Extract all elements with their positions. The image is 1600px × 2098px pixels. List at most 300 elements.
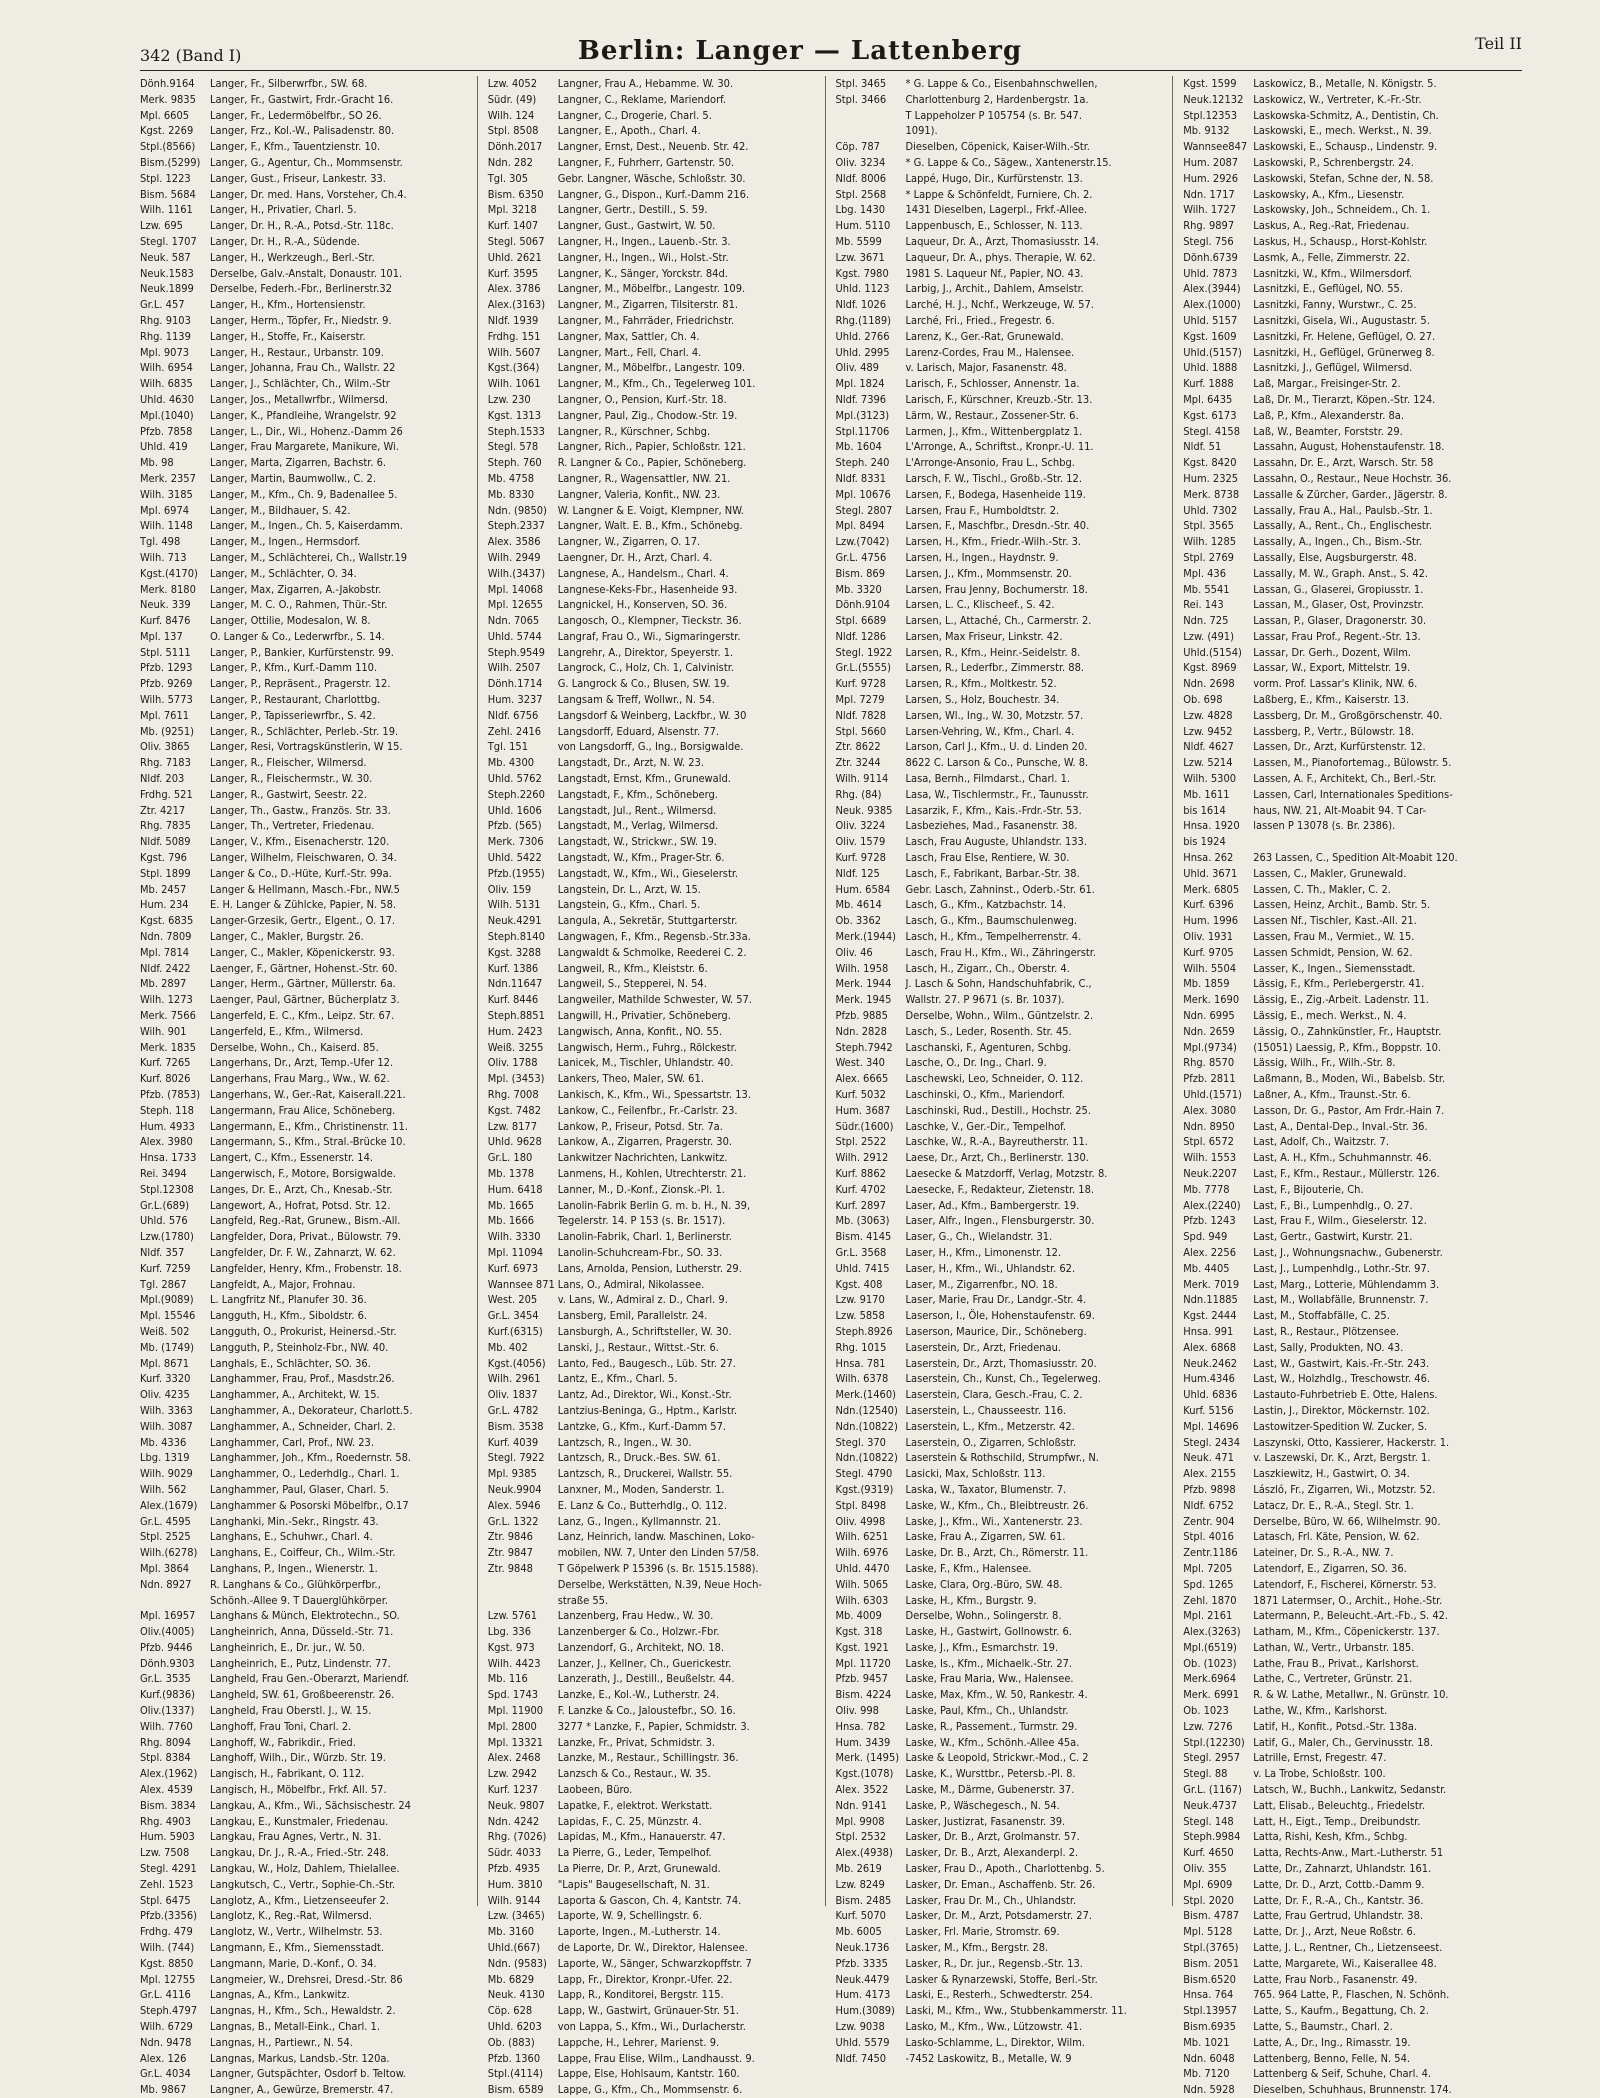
phone-exchange: Kurf. 8026 <box>140 1072 191 1086</box>
entry-text: Langer, Max, Zigarren, A.-Jakobstr. <box>210 582 382 596</box>
entry-text: Langer, R., Fleischer, Wilmersd. <box>210 756 367 770</box>
entry-text: Lassally, M. W., Graph. Anst., S. 42. <box>1253 566 1429 580</box>
phone-exchange: Wannsee 871 <box>487 1277 555 1291</box>
directory-entry <box>140 455 474 471</box>
directory-entry <box>140 487 474 503</box>
directory-entry <box>140 439 474 455</box>
phone-exchange: Kurf. 1386 <box>487 961 539 975</box>
entry-text: Langer, R., Fleischermstr., W. 30. <box>210 772 373 786</box>
entry-text: Larisch, F., Kürschner, Kreuzb.-Str. 13. <box>905 392 1093 406</box>
directory-entry <box>140 1450 474 1466</box>
directory-entry <box>1183 1608 1517 1624</box>
phone-exchange: Steph.8926 <box>835 1324 893 1338</box>
directory-entry <box>488 297 822 313</box>
entry-text: Langhans, E., Coiffeur, Ch., Wilm.-Str. <box>210 1546 396 1560</box>
directory-entry <box>488 313 822 329</box>
entry-text: J. Lasch & Sohn, Handschuhfabrik, C., <box>905 977 1092 991</box>
phone-exchange: Kgst. 1599 <box>1183 77 1237 90</box>
directory-entry <box>836 1719 1170 1735</box>
entry-text: Langhammer, Carl, Prof., NW. 23. <box>210 1435 374 1449</box>
entry-text: Langert, C., Kfm., Essenerstr. 14. <box>210 1151 374 1165</box>
entry-text: v. Lans, W., Admiral z. D., Charl. 9. <box>557 1293 728 1307</box>
entry-text: Laengner, Dr. H., Arzt, Charl. 4. <box>557 550 713 564</box>
phone-exchange: Mpl. 6974 <box>140 503 190 517</box>
directory-entry <box>488 660 822 676</box>
entry-text: Langhans, E., Schuhwr., Charl. 4. <box>210 1530 373 1544</box>
directory-entry <box>140 1403 474 1419</box>
entry-text: Lasnitzki, E., Geflügel, NO. 55. <box>1253 282 1403 296</box>
phone-exchange: Ndn. 7809 <box>140 930 192 944</box>
entry-text: Langer, Dr. H., R.-A., Potsd.-Str. 118c. <box>210 219 394 233</box>
phone-exchange: Stpl.13957 <box>1183 2004 1238 2018</box>
entry-text: Larmen, J., Kfm., Wittenbergplatz 1. <box>905 424 1083 438</box>
entry-text: Derselbe, Wohn., Wilm., Güntzelstr. 2. <box>905 1009 1094 1023</box>
entry-text: Latham, M., Kfm., Cöpenickerstr. 137. <box>1253 1625 1440 1639</box>
phone-exchange: Neuk. 339 <box>140 598 191 612</box>
entry-text: Langhoff, Frau Toni, Charl. 2. <box>210 1719 352 1733</box>
directory-entry <box>140 1861 474 1877</box>
entry-text: Langhans, P., Ingen., Wienerstr. 1. <box>210 1561 378 1575</box>
directory-entry <box>140 1371 474 1387</box>
phone-exchange: Pfzb. 7858 <box>140 424 193 438</box>
phone-exchange: Stegl. 4790 <box>835 1467 893 1481</box>
phone-exchange: Stegl. 148 <box>1183 1814 1234 1828</box>
phone-exchange: Steph.7942 <box>835 1040 893 1054</box>
directory-entry <box>488 1561 822 1577</box>
directory-entry <box>488 1735 822 1751</box>
phone-exchange: Kurf. 3595 <box>487 266 539 280</box>
directory-entry <box>836 676 1170 692</box>
phone-exchange: Ob. 3362 <box>835 914 882 928</box>
directory-entry <box>836 582 1170 598</box>
directory-entry <box>140 1956 474 1972</box>
directory-entry <box>836 629 1170 645</box>
phone-exchange: Hum. 3810 <box>487 1877 543 1891</box>
entry-text: Langer, Marta, Zigarren, Bachstr. 6. <box>210 456 387 470</box>
phone-exchange: Ndn. 2828 <box>835 1024 887 1038</box>
entry-text: Langer, H., Restaur., Urbanstr. 109. <box>210 345 384 359</box>
phone-exchange: Uhld. 5762 <box>487 772 542 786</box>
directory-entry <box>140 1308 474 1324</box>
directory-entry <box>836 1182 1170 1198</box>
phone-exchange: Spd. 1265 <box>1183 1577 1234 1591</box>
directory-entry <box>836 218 1170 234</box>
entry-text: 765. 964 Latte, P., Flaschen, N. Schönh. <box>1253 1988 1450 2002</box>
phone-exchange: Wilh. 5131 <box>487 898 541 912</box>
directory-entry <box>836 1229 1170 1245</box>
phone-exchange: Bism. 3538 <box>487 1419 544 1433</box>
phone-exchange: Merk. 2357 <box>140 471 196 485</box>
entry-text: Latacz, Dr. E., R.-A., Stegl. Str. 1. <box>1253 1498 1414 1512</box>
directory-entry <box>488 882 822 898</box>
entry-text: Lasnitzki, J., Geflügel, Wilmersd. <box>1253 361 1413 375</box>
directory-column-4 <box>1183 76 1520 2097</box>
phone-exchange: Bism. 6350 <box>487 187 544 201</box>
directory-entry <box>1183 1087 1517 1103</box>
entry-text: Laschanski, F., Agenturen, Schbg. <box>905 1040 1072 1054</box>
entry-text: Langer, M., Schlächterei, Ch., Wallstr.19 <box>210 550 408 564</box>
directory-entry <box>1183 1371 1517 1387</box>
phone-exchange: Kurf.(6315) <box>487 1324 543 1338</box>
phone-exchange: Kurf. 3320 <box>140 1372 191 1386</box>
phone-exchange: Steph. 240 <box>835 456 890 470</box>
entry-text: Langerfeld, E., Kfm., Wilmersd. <box>210 1024 364 1038</box>
phone-exchange: Mb. (3063) <box>835 1214 890 1228</box>
directory-entry <box>140 818 474 834</box>
entry-text: Langer, Dr. med. Hans, Vorsteher, Ch.4. <box>210 187 407 201</box>
directory-entry <box>140 1419 474 1435</box>
phone-exchange: Stpl.12308 <box>140 1182 194 1196</box>
phone-exchange: Oliv. 998 <box>835 1704 879 1718</box>
entry-text: Langkau, Frau Agnes, Vertr., N. 31. <box>210 1830 382 1844</box>
directory-entry <box>836 2051 1170 2067</box>
phone-exchange: Bism. 4145 <box>835 1230 892 1244</box>
entry-text: Last, J., Lumpenhdlg., Lothr.-Str. 97. <box>1253 1261 1430 1275</box>
entry-text: Lassahn, O., Restaur., Neue Hochstr. 36. <box>1253 471 1452 485</box>
phone-exchange: Alex. 126 <box>140 2051 187 2065</box>
directory-entry <box>140 1229 474 1245</box>
entry-text: Lasker, Dr. B., Arzt, Alexanderpl. 2. <box>905 1846 1079 1860</box>
phone-exchange: Steph. 760 <box>487 456 542 470</box>
entry-text: Langnickel, H., Konserven, SO. 36. <box>557 598 728 612</box>
entry-text: Lassally, Frau A., Hal., Paulsb.-Str. 1. <box>1253 503 1433 517</box>
directory-entry <box>140 992 474 1008</box>
entry-text: Langlotz, A., Kfm., Lietzenseeufer 2. <box>210 1893 389 1907</box>
phone-exchange: Nldf. 7396 <box>835 392 887 406</box>
entry-text: Latte, Frau Norb., Fasanenstr. 49. <box>1253 1972 1418 1986</box>
entry-text: Langer, Resi, Vortragskünstlerin, W 15. <box>210 740 403 754</box>
phone-exchange: Mpl. 9073 <box>140 345 190 359</box>
directory-entry <box>1183 1292 1517 1308</box>
phone-exchange: Alex. 3980 <box>140 1135 193 1149</box>
directory-entry <box>1183 945 1517 961</box>
phone-exchange: Pfzb. 1293 <box>140 661 193 675</box>
directory-entry <box>140 945 474 961</box>
directory-entry <box>1183 1656 1517 1672</box>
entry-text: Lassally, A., Rent., Ch., Englischestr. <box>1253 519 1433 533</box>
directory-entry <box>140 708 474 724</box>
phone-exchange: Steph.2260 <box>487 787 545 801</box>
directory-entry <box>1183 1529 1517 1545</box>
phone-exchange: Hum. 2087 <box>1183 155 1239 169</box>
phone-exchange: Kgst. 796 <box>140 851 187 865</box>
entry-text: Laschke, V., Ger.-Dir., Tempelhof. <box>905 1119 1066 1133</box>
phone-exchange: Nldf. 2422 <box>140 961 191 975</box>
entry-text: Langnese, A., Handelsm., Charl. 4. <box>557 566 729 580</box>
directory-entry <box>140 1498 474 1514</box>
phone-exchange: Ndn. 6995 <box>1183 1009 1235 1023</box>
entry-text: Last, W., Gastwirt, Kais.-Fr.-Str. 243. <box>1253 1356 1430 1370</box>
entry-text: -7452 Laskowitz, B., Metalle, W. 9 <box>905 2051 1072 2065</box>
directory-entry <box>140 629 474 645</box>
entry-text: Lassan, M., Glaser, Ost, Provinzstr. <box>1253 598 1424 612</box>
phone-exchange: Merk.(1944) <box>835 930 896 944</box>
phone-exchange: Wilh. 5773 <box>140 693 193 707</box>
phone-exchange: Wilh. (744) <box>140 1941 195 1955</box>
entry-text: Laschke, W., R.-A., Bayreutherstr. 11. <box>905 1135 1088 1149</box>
entry-text: Langner, R., Wagensattler, NW. 21. <box>557 471 731 485</box>
directory-entry <box>488 945 822 961</box>
entry-text: Langermann, Frau Alice, Schöneberg. <box>210 1103 396 1117</box>
phone-exchange: Alex.(1679) <box>140 1498 198 1512</box>
entry-text: de Laporte, Dr. W., Direktor, Halensee. <box>557 1941 748 1955</box>
phone-exchange: Spd. 1743 <box>487 1688 539 1702</box>
phone-exchange: Gr.L. 457 <box>140 298 185 312</box>
phone-exchange: Lzw. 7508 <box>140 1846 190 1860</box>
entry-text: Laporta & Gascon, Ch. 4, Kantstr. 74. <box>557 1893 742 1907</box>
entry-text: Last, M., Stoffabfälle, C. 25. <box>1253 1309 1390 1323</box>
phone-exchange: Mb. 9132 <box>1183 124 1230 138</box>
entry-text: Laske, Is., Kfm., Michaelk.-Str. 27. <box>905 1656 1073 1670</box>
directory-entry <box>488 1545 822 1561</box>
phone-exchange: Kgst. 6835 <box>140 914 194 928</box>
directory-entry <box>140 1150 474 1166</box>
directory-entry <box>488 92 822 108</box>
directory-entry <box>836 345 1170 361</box>
entry-text: Lankow, P., Friseur, Potsd. Str. 7a. <box>557 1119 723 1133</box>
entry-text: Gebr. Langner, Wäsche, Schloßstr. 30. <box>557 171 746 185</box>
phone-exchange: Merk. 8738 <box>1183 487 1240 501</box>
phone-exchange: Mb. 402 <box>487 1340 528 1354</box>
directory-entry <box>1183 1435 1517 1451</box>
directory-entry <box>140 1593 474 1609</box>
entry-text: Langweil, R., Kfm., Kleiststr. 6. <box>557 961 708 975</box>
phone-exchange: Bism. 869 <box>835 566 886 580</box>
phone-exchange: Alex.(2240) <box>1183 1198 1241 1212</box>
entry-text: * G. Lappe & Co., Eisenbahnschwellen, <box>905 77 1098 90</box>
entry-text: Laskus, H., Schausp., Horst-Kohlstr. <box>1253 234 1428 248</box>
phone-exchange: Hnsa. 1920 <box>1183 819 1240 833</box>
phone-exchange: Mpl.(9089) <box>140 1293 194 1307</box>
directory-entry <box>1183 2066 1517 2082</box>
directory-entry <box>836 1656 1170 1672</box>
phone-exchange: Kgst. 8420 <box>1183 456 1237 470</box>
phone-exchange: Mpl. 1824 <box>835 377 885 391</box>
phone-exchange: Hnsa. 782 <box>835 1719 886 1733</box>
entry-text: Langer, P., Bankier, Kurfürstenstr. 99. <box>210 645 394 659</box>
entry-text: Langkau, E., Kunstmaler, Friedenau. <box>210 1814 389 1828</box>
phone-exchange: Mb. 1859 <box>1183 977 1230 991</box>
directory-entry <box>836 1814 1170 1830</box>
directory-entry <box>1183 108 1517 124</box>
phone-exchange: Bism. 2051 <box>1183 1956 1240 1970</box>
directory-entry <box>140 155 474 171</box>
directory-entry <box>488 1119 822 1135</box>
phone-exchange: Pfzb. (7853) <box>140 1088 201 1101</box>
entry-text: Lattenberg, Benno, Felle, N. 54. <box>1253 2051 1410 2065</box>
phone-exchange: Steph.9549 <box>487 645 545 659</box>
entry-text: Laskowski, E., mech. Werkst., N. 39. <box>1253 124 1432 138</box>
phone-exchange: Merk. 1944 <box>835 977 892 991</box>
directory-entry <box>140 1340 474 1356</box>
directory-entry <box>488 1766 822 1782</box>
phone-exchange: Stegl. 1922 <box>835 645 893 659</box>
phone-exchange: Mb. 7778 <box>1183 1182 1230 1196</box>
entry-text: Langguth, H., Kfm., Siboldstr. 6. <box>210 1309 368 1323</box>
entry-text: Laqueur, Dr. A., Arzt, Thomasiusstr. 14. <box>905 234 1100 248</box>
entry-text: Laser, M., Zigarrenfbr., NO. 18. <box>905 1277 1058 1291</box>
directory-entry <box>488 1924 822 1940</box>
directory-entry <box>1183 1972 1517 1988</box>
entry-text: Langner, Gertr., Destill., S. 59. <box>557 203 708 217</box>
phone-exchange: Lzw. 7276 <box>1183 1719 1233 1733</box>
directory-entry <box>1183 503 1517 519</box>
directory-entry <box>488 234 822 250</box>
entry-text: Langer, M., Ingen., Hermsdorf. <box>210 535 361 549</box>
entry-text: Latrille, Ernst, Fregestr. 47. <box>1253 1751 1387 1765</box>
directory-entry <box>1183 645 1517 661</box>
phone-exchange: Mb. 3160 <box>487 1925 535 1939</box>
directory-entry <box>1183 281 1517 297</box>
directory-entry <box>488 1703 822 1719</box>
directory-entry <box>488 1498 822 1514</box>
entry-text: Lasch, H., Kfm., Tempelherrenstr. 4. <box>905 930 1082 944</box>
directory-entry <box>140 2019 474 2035</box>
entry-text: Laszkiewitz, H., Gastwirt, O. 34. <box>1253 1467 1410 1481</box>
directory-entry <box>488 424 822 440</box>
phone-exchange: Steph. 118 <box>140 1103 194 1117</box>
phone-exchange: Mb. 4009 <box>835 1609 882 1623</box>
phone-exchange: Nldf. 51 <box>1183 440 1222 454</box>
directory-entry <box>488 1719 822 1735</box>
entry-text: Langheld, SW. 61, Großbeerenstr. 26. <box>210 1688 395 1702</box>
directory-entry <box>836 1577 1170 1593</box>
entry-text: Laske & Leopold, Strickwr.-Mod., C. 2 <box>905 1751 1089 1765</box>
directory-column-3 <box>835 76 1174 2065</box>
entry-text: Larsen, R., Lederfbr., Zimmerstr. 88. <box>905 661 1085 675</box>
phone-exchange: Mb. 2897 <box>140 977 187 991</box>
directory-entry <box>140 1198 474 1214</box>
entry-text: Lasser, K., Ingen., Siemensstadt. <box>1253 961 1416 975</box>
phone-exchange: Merk. (1495) <box>835 1751 900 1765</box>
directory-entry <box>1183 424 1517 440</box>
directory-entry <box>1183 1545 1517 1561</box>
directory-entry <box>836 1087 1170 1103</box>
directory-entry <box>140 1435 474 1451</box>
directory-entry <box>1183 1134 1517 1150</box>
entry-text: Laserstein, Clara, Gesch.-Frau, C. 2. <box>905 1388 1083 1402</box>
directory-entry <box>140 1893 474 1909</box>
directory-entry <box>488 1055 822 1071</box>
phone-exchange: Oliv. 4235 <box>140 1388 190 1402</box>
entry-text: Laschinski, O., Kfm., Mariendorf. <box>905 1088 1065 1101</box>
directory-entry <box>488 503 822 519</box>
phone-exchange: Ndn. 2659 <box>1183 1024 1235 1038</box>
header-rule <box>140 70 1522 71</box>
entry-text: Latte, Dr., Zahnarzt, Uhlandstr. 161. <box>1253 1862 1432 1876</box>
phone-exchange: Oliv.(1337) <box>140 1704 195 1718</box>
directory-entry <box>1183 455 1517 471</box>
entry-text: Lanzenberg, Frau Hedw., W. 30. <box>557 1609 714 1623</box>
phone-exchange: Neuk.4291 <box>487 914 542 928</box>
directory-entry <box>140 297 474 313</box>
entry-text: Laschinski, Rud., Destill., Hochstr. 25. <box>905 1103 1091 1117</box>
phone-exchange: Stpl. 2522 <box>835 1135 887 1149</box>
directory-entry <box>488 1324 822 1340</box>
entry-text: Lasker, Dr. Eman., Aschaffenb. Str. 26. <box>905 1877 1096 1891</box>
phone-exchange: Kurf. 5032 <box>835 1088 886 1101</box>
directory-entry <box>140 92 474 108</box>
entry-text: Lappé, Hugo, Dir., Kurfürstenstr. 13. <box>905 171 1083 185</box>
entry-text: Lasarzik, F., Kfm., Kais.-Frdr.-Str. 53. <box>905 803 1082 817</box>
phone-exchange: Neuk.2462 <box>1183 1356 1238 1370</box>
directory-entry <box>836 1134 1170 1150</box>
directory-entry <box>140 724 474 740</box>
directory-entry <box>1183 771 1517 787</box>
directory-entry <box>836 1245 1170 1261</box>
directory-entry <box>140 503 474 519</box>
phone-exchange: Rhg. 9897 <box>1183 219 1235 233</box>
directory-entry <box>1183 1498 1517 1514</box>
directory-entry <box>140 313 474 329</box>
entry-text: Langner, O., Pension, Kurf.-Str. 18. <box>557 392 727 406</box>
phone-exchange: Mpl. 8671 <box>140 1356 190 1370</box>
phone-exchange: Alex. 3522 <box>835 1783 889 1797</box>
directory-entry <box>488 108 822 124</box>
directory-entry <box>1183 1198 1517 1214</box>
directory-entry <box>488 1371 822 1387</box>
directory-entry <box>140 2051 474 2067</box>
entry-text: Latte, Dr. F., R.-A., Ch., Kantstr. 36. <box>1253 1893 1424 1907</box>
phone-exchange: Alex. 3080 <box>1183 1103 1236 1117</box>
directory-entry <box>488 1845 822 1861</box>
entry-text: Lankow, A., Zigarren, Pragerstr. 30. <box>557 1135 733 1149</box>
directory-entry <box>140 1908 474 1924</box>
directory-entry <box>140 976 474 992</box>
entry-text: 8622 C. Larson & Co., Punsche, W. 8. <box>905 756 1089 770</box>
entry-text: Lassally, A., Ingen., Ch., Bism.-Str. <box>1253 535 1423 549</box>
directory-entry <box>140 2035 474 2051</box>
phone-exchange: Merk. 1690 <box>1183 993 1240 1007</box>
entry-text: Laske, Frau A., Zigarren, SW. 61. <box>905 1530 1066 1544</box>
phone-exchange: Alex. 3586 <box>487 535 541 549</box>
entry-text: Lassen Schmidt, Pension, W. 62. <box>1253 945 1413 959</box>
phone-exchange: Lzw. (3465) <box>487 1909 545 1923</box>
directory-columns <box>140 76 1520 2097</box>
phone-exchange: Nldf. 7450 <box>835 2051 887 2065</box>
phone-exchange: Stpl. 2020 <box>1183 1893 1234 1907</box>
entry-text: Langweiler, Mathilde Schwester, W. 57. <box>557 993 752 1007</box>
phone-exchange: Neuk. 9807 <box>487 1798 545 1812</box>
phone-exchange: Steph.1533 <box>487 424 545 438</box>
entry-text: Lappe, Frau Elise, Wilm., Landhausst. 9. <box>557 2051 755 2065</box>
directory-entry <box>1183 1940 1517 1956</box>
directory-entry <box>488 1829 822 1845</box>
phone-exchange: Neuk.12132 <box>1183 92 1244 106</box>
directory-entry <box>836 313 1170 329</box>
directory-entry <box>836 1608 1170 1624</box>
directory-entry <box>488 1877 822 1893</box>
entry-text: Last, J., Wohnungsnachw., Gubenerstr. <box>1253 1245 1443 1259</box>
directory-entry <box>836 1561 1170 1577</box>
phone-exchange: Hum. 5110 <box>835 219 891 233</box>
entry-text: Lassan, P., Glaser, Dragonerstr. 30. <box>1253 614 1427 628</box>
directory-entry <box>1183 187 1517 203</box>
phone-exchange: Steph.4797 <box>140 2004 198 2018</box>
directory-entry <box>1183 329 1517 345</box>
phone-exchange: Mb. 4336 <box>140 1435 187 1449</box>
entry-text: Langer, Th., Gastw., Französ. Str. 33. <box>210 803 391 817</box>
phone-exchange: Ztr. 3244 <box>835 756 881 770</box>
directory-entry <box>140 2066 474 2082</box>
directory-entry <box>488 1403 822 1419</box>
phone-exchange: Nldf. 8006 <box>835 171 887 185</box>
phone-exchange: Weiß. 3255 <box>487 1040 544 1054</box>
entry-text: Laske, Dr. B., Arzt, Ch., Römerstr. 11. <box>905 1546 1089 1560</box>
phone-exchange: Steph.8140 <box>487 930 545 944</box>
entry-text: Derselbe, Büro, W. 66, Wilhelmstr. 90. <box>1253 1514 1441 1528</box>
directory-entry <box>1183 566 1517 582</box>
